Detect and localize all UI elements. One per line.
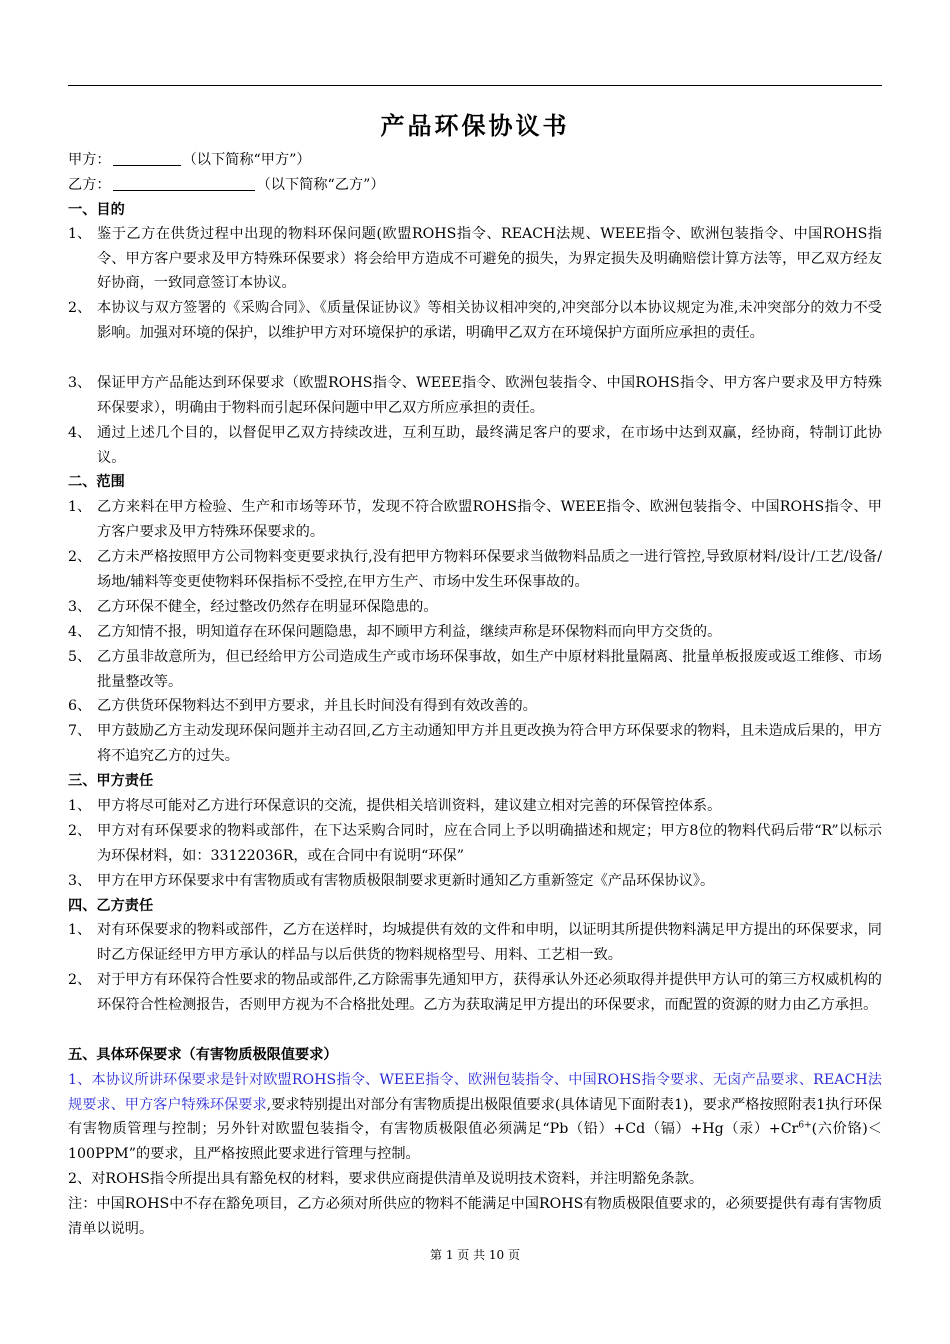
item-text: 乙方供货环保物料达不到甲方要求，并且长时间没有得到有效改善的。 [97, 698, 537, 714]
item-text: 本协议与双方签署的《采购合同》、《质量保证协议》等相关协议相冲突的,冲突部分以本协议规定为准,未冲突部分的效力不受影响。加强对环境的保护，以维护甲方对环境保护的承诺，明确甲乙双方在环境保护方面所应承担的责任。 [97, 300, 882, 341]
document-title: 产品环保协议书 [380, 112, 570, 140]
list-item [68, 794, 882, 819]
item-number: 5、 [68, 649, 92, 665]
item-number: 1、 [68, 499, 92, 515]
list-item [68, 421, 882, 470]
item-text: 乙方知情不报，明知道存在环保问题隐患，却不顾甲方利益，继续声称是环保物料而向甲方交货的。 [97, 624, 722, 640]
item-text: 甲方对有环保要求的物料或部件，在下达采购合同时，应在合同上予以明确描述和规定；甲方8位的物料代码后带“R”以标示为环保材料，如：33122036R，或在合同中有说明“环保” [97, 823, 882, 864]
item-text: 乙方环保不健全，经过整改仍然存在明显环保隐患的。 [97, 599, 438, 615]
list-item [68, 371, 882, 420]
list-item [68, 918, 882, 967]
party-a-note: （以下简称“甲方”） [182, 152, 311, 168]
item-text: 乙方来料在甲方检验、生产和市场等环节，发现不符合欧盟ROHS指令、WEEE指令、欧洲包装指令、中国ROHS指令、甲方客户要求及甲方特殊环保要求的。 [97, 499, 882, 540]
item-text: 鉴于乙方在供货过程中出现的物料环保问题(欧盟ROHS指令、REACH法规、WEEE指令、欧洲包装指令、中国ROHS指令、甲方客户要求及甲方特殊环保要求）将会给甲方造成不可避免的损失，为界定损失及明确赔偿计算方法等，甲乙双方经友好协商，一致同意签订本协议。 [97, 226, 882, 292]
item-text: 甲方在甲方环保要求中有害物质或有害物质极限制要求更新时通知乙方重新签定《产品环保协议》。 [97, 873, 715, 889]
item-number: 1、 [68, 922, 92, 938]
section-heading-party-a-duty: 三、甲方责任 [68, 773, 154, 789]
item-number: 7、 [68, 723, 92, 739]
requirement-paragraph-2: 2、对ROHS指令所提出具有豁免权的材料，要求供应商提供清单及说明技术资料，并注明豁免条款。 [68, 1171, 704, 1187]
party-b-blank[interactable] [113, 174, 255, 191]
section-heading-requirements: 五、具体环保要求（有害物质极限值要求） [68, 1047, 338, 1063]
list-item [68, 719, 882, 768]
item-number: 2、 [68, 300, 92, 316]
party-b-label: 乙方： [68, 177, 111, 193]
item-number: 2、 [68, 823, 92, 839]
item-text: 通过上述几个目的，以督促甲乙双方持续改进，互利互助，最终满足客户的要求，在市场中达到双赢，经协商，特制订此协议。 [97, 425, 882, 466]
list-item [68, 595, 882, 620]
party-b-line [68, 173, 385, 197]
page-number: 第 1 页 共 10 页 [430, 1248, 520, 1262]
requirement-detail-text: ,要求特别提出对部分有害物质提出极限值要求(具体请见下面附表1)，要求严格按照附表1执行环保有害物质管理与控制；另外针对欧盟包装指令，有害物质极限值必须满足“Pb（铅）+Cd（镉）+Hg（汞）+Cr [68, 1096, 882, 1138]
party-a-label: 甲方： [68, 152, 111, 168]
item-text: 乙方虽非故意所为，但已经给甲方公司造成生产或市场环保事故，如生产中原材料批量隔离、批量单板报废或返工维修、市场批量整改等。 [97, 649, 882, 690]
requirement-paragraph-1 [68, 1068, 882, 1166]
list-item [68, 620, 882, 645]
list-item [68, 819, 882, 868]
list-item [68, 545, 882, 594]
item-text: 保证甲方产品能达到环保要求（欧盟ROHS指令、WEEE指令、欧洲包装指令、中国ROHS指令、甲方客户要求及甲方特殊环保要求），明确由于物料而引起环保问题中甲乙双方所应承担的责任。 [97, 375, 882, 416]
item-number: 3、 [68, 599, 92, 615]
section-heading-purpose: 一、目的 [68, 202, 125, 218]
list-item [68, 968, 882, 1017]
list-item [68, 296, 882, 345]
list-item [68, 869, 882, 894]
item-text: 对有环保要求的物料或部件，乙方在送样时，均城提供有效的文件和申明，以证明其所提供物料满足甲方提出的环保要求，同时乙方保证经甲方甲方承认的样品与以后供货的物料规格型号、用料、工艺相一致。 [97, 922, 882, 963]
requirement-scope-text: 1、本协议所讲环保要求是针对欧盟ROHS指令、WEEE指令、欧洲包装指令、中国ROHS指令要求、无卤产品要求、REACH法规要求、甲方客户特殊环保要求 [68, 1072, 882, 1113]
party-b-note: （以下简称“乙方”） [256, 177, 385, 193]
item-text: 对于甲方有环保符合性要求的物品或部件,乙方除需事先通知甲方，获得承认外还必须取得并提供甲方认可的第三方权威机构的环保符合性检测报告，否则甲方视为不合格批处理。乙方为获取满足甲方提出的环保要求，而配置的资源的财力由乙方承担。 [97, 972, 882, 1013]
list-item [68, 495, 882, 544]
item-number: 1、 [68, 798, 92, 814]
header-rule [68, 85, 882, 86]
item-text: 甲方鼓励乙方主动发现环保问题并主动召回,乙方主动通知甲方并且更改换为符合甲方环保要求的物料，且未造成后果的，甲方将不追究乙方的过失。 [97, 723, 882, 764]
party-a-blank[interactable] [113, 149, 181, 166]
item-number: 6、 [68, 698, 92, 714]
section-heading-party-b-duty: 四、乙方责任 [68, 898, 154, 914]
item-number: 3、 [68, 375, 92, 391]
list-item [68, 222, 882, 296]
party-a-line [68, 148, 311, 172]
requirement-note: 注：中国ROHS中不存在豁免项目，乙方必须对所供应的物料不能满足中国ROHS有物质极限值要求的，必须要提供有毒有害物质清单以说明。 [68, 1196, 882, 1237]
list-item [68, 694, 882, 719]
item-text: 乙方未严格按照甲方公司物料变更要求执行,没有把甲方物料环保要求当做物料品质之一进行管控,导致原材料/设计/工艺/设备/场地/辅料等变更使物料环保指标不受控,在甲方生产、市场中发生环保事故的。 [97, 549, 882, 590]
item-text: 甲方将尽可能对乙方进行环保意识的交流，提供相关培训资料，建议建立相对完善的环保管控体系。 [97, 798, 722, 814]
item-number: 4、 [68, 425, 92, 441]
list-item [68, 645, 882, 694]
chromium-superscript: 6+ [798, 1120, 812, 1131]
requirement-detail-tail: (六价铬)＜100PPM”的要求，且严格按照此要求进行管理与控制。 [68, 1121, 882, 1162]
item-number: 1、 [68, 226, 92, 242]
section-heading-scope: 二、范围 [68, 474, 125, 490]
item-number: 2、 [68, 549, 92, 565]
item-number: 4、 [68, 624, 92, 640]
item-number: 3、 [68, 873, 92, 889]
item-number: 2、 [68, 972, 92, 988]
